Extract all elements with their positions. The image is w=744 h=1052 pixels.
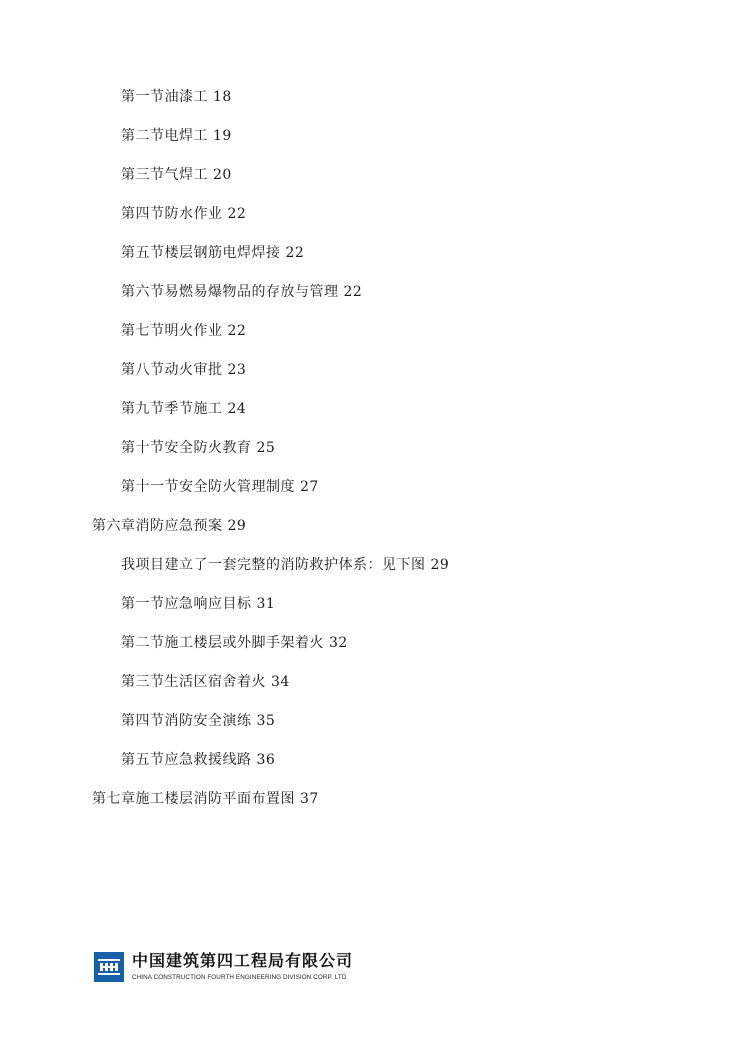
- toc-chapter-entry[interactable]: 第六章消防应急预案 29: [92, 518, 247, 534]
- toc-entry[interactable]: 第二节施工楼层或外脚手架着火 32: [121, 635, 348, 651]
- company-name-en: CHINA CONSTRUCTION FOURTH ENGINEERING DIVISION CORP. LTD: [132, 974, 347, 981]
- toc-entry[interactable]: 第四节消防安全演练 35: [121, 713, 276, 729]
- toc-entry[interactable]: 第十一节安全防火管理制度 27: [121, 479, 319, 495]
- toc-entry[interactable]: 第二节电焊工 19: [121, 128, 232, 144]
- toc-entry[interactable]: 第四节防水作业 22: [121, 206, 247, 222]
- toc-entry[interactable]: 我项目建立了一套完整的消防救护体系：见下图 29: [121, 557, 450, 573]
- toc-entry[interactable]: 第一节油漆工 18: [121, 89, 232, 105]
- toc-entry[interactable]: 第六节易燃易爆物品的存放与管理 22: [121, 284, 363, 300]
- toc-entry[interactable]: 第八节动火审批 23: [121, 362, 247, 378]
- company-logo-icon: [94, 952, 124, 982]
- toc-entry[interactable]: 第三节生活区宿舍着火 34: [121, 674, 290, 690]
- company-name-cn: 中国建筑第四工程局有限公司: [132, 951, 354, 970]
- toc-entry[interactable]: 第五节楼层钢筋电焊焊接 22: [121, 245, 305, 261]
- toc-entry[interactable]: 第七节明火作业 22: [121, 323, 247, 339]
- toc-entry[interactable]: 第五节应急救援线路 36: [121, 752, 276, 768]
- toc-entry[interactable]: 第十节安全防火教育 25: [121, 440, 276, 456]
- toc-entry[interactable]: 第三节气焊工 20: [121, 167, 232, 183]
- footer-company-logo: [94, 952, 353, 982]
- toc-chapter-entry[interactable]: 第七章施工楼层消防平面布置图 37: [92, 791, 319, 807]
- toc-entry[interactable]: 第九节季节施工 24: [121, 401, 247, 417]
- toc-entry[interactable]: 第一节应急响应目标 31: [121, 596, 276, 612]
